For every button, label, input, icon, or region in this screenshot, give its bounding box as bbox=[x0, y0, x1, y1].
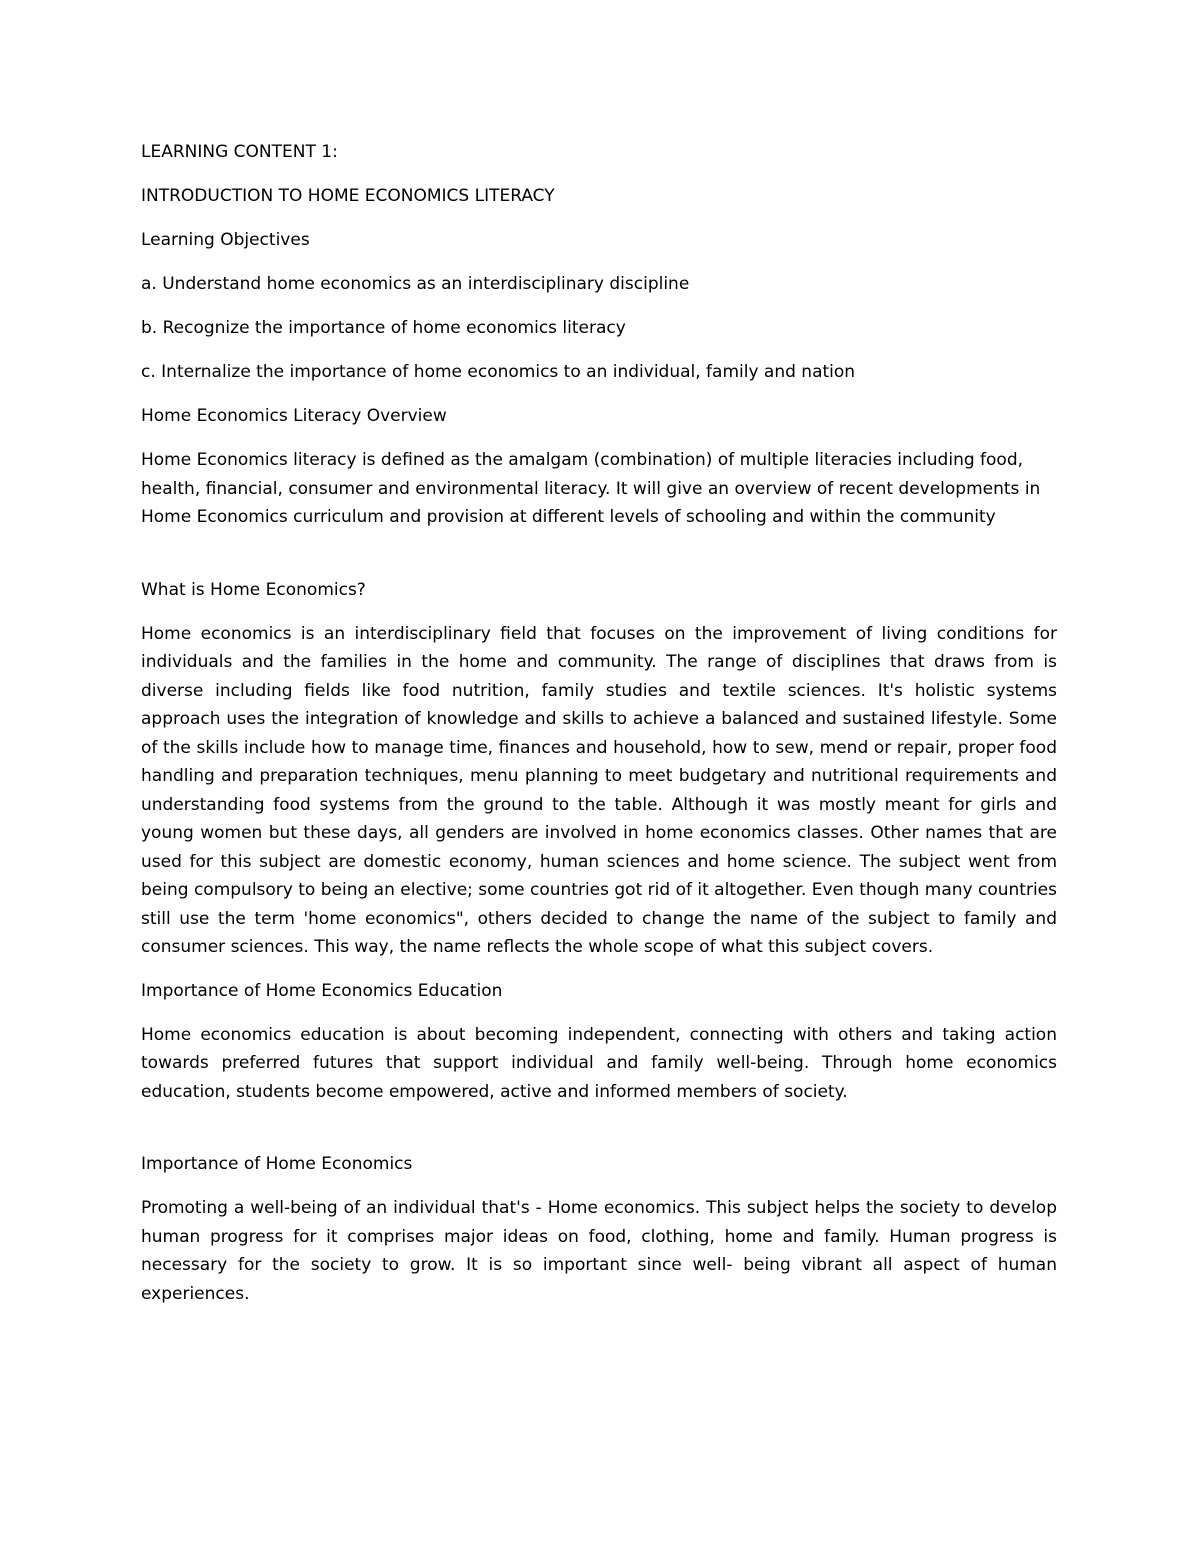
section-heading: What is Home Economics? bbox=[141, 579, 366, 600]
content-label: LEARNING CONTENT 1: bbox=[141, 142, 338, 162]
section-heading: Home Economics Literacy Overview bbox=[141, 406, 447, 426]
section-body: Home economics is an interdisciplinary field that focuses on the improvement of living conditions for individuals and the families in the home and community. The range of disciplines that draws from is diverse including fields like food nutrition, family studies and textile sciences. It's holistic systems approach uses the integration of knowledge and skills to achieve a balanced and sustained lifestyle. Some of the skills include how to manage time, finances and household, how to sew, mend or repair, proper food handling and preparation techniques, menu planning to meet budgetary and nutritional requirements and understanding food systems from the ground to the table. Although it was mostly meant for girls and young women but these days, all genders are involved in home economics classes. Other names that are used for this subject are domestic economy, human sciences and home science. The subject went from being compulsory to being an elective; some countries got rid of it altogether. Even though many countries still use the term 'home economics", others decided to change the name of the subject to family and consumer sciences. This way, the name reflects the whole scope of what this subject covers. bbox=[141, 623, 1057, 957]
section-body: Home economics education is about becoming independent, connecting with others and taking action towards preferred futures that support individual and family well-being. Through home economics education, students become empowered, active and informed members of society. bbox=[141, 1024, 1057, 1102]
section-body: Promoting a well-being of an individual that's - Home economics. This subject helps the society to develop human progress for it comprises major ideas on food, clothing, home and family. Human progress is necessary for the society to grow. It is so important since well- being vibrant all aspect of human experiences. bbox=[141, 1198, 1057, 1304]
section-heading: Importance of Home Economics Education bbox=[141, 980, 503, 1001]
objective-item: a. Understand home economics as an interdisciplinary discipline bbox=[141, 274, 690, 294]
document-title: INTRODUCTION TO HOME ECONOMICS LITERACY bbox=[141, 186, 555, 206]
objective-item: c. Internalize the importance of home economics to an individual, family and nation bbox=[141, 362, 856, 382]
objective-item: b. Recognize the importance of home economics literacy bbox=[141, 318, 626, 338]
objectives-heading: Learning Objectives bbox=[141, 230, 310, 250]
section-heading: Importance of Home Economics bbox=[141, 1154, 413, 1174]
section-body: Home Economics literacy is defined as the amalgam (combination) of multiple literacies including food, health, financial, consumer and environmental literacy. It will give an overview of recent developments in Home Economics curriculum and provision at different levels of schooling and within the community bbox=[141, 450, 1041, 527]
document-page bbox=[141, 138, 1057, 1308]
